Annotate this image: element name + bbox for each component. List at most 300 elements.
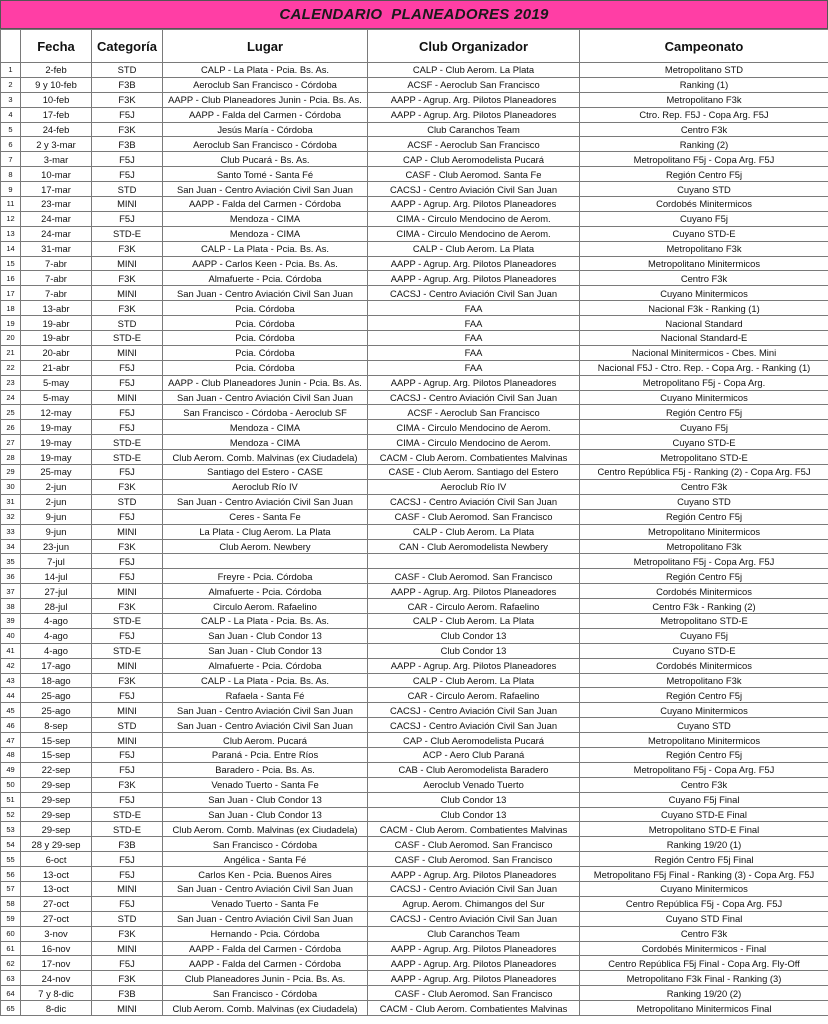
table-row bbox=[1, 211, 828, 226]
club-cell: CACSJ - Centro Aviación Civil San Juan bbox=[368, 390, 580, 405]
fecha-cell: 24-nov bbox=[21, 971, 92, 986]
campeonato-cell: Ranking (1) bbox=[580, 77, 828, 92]
table-row bbox=[1, 569, 828, 584]
row-number: 61 bbox=[1, 941, 21, 956]
header-fecha: Fecha bbox=[21, 30, 92, 63]
row-number: 44 bbox=[1, 688, 21, 703]
table-row bbox=[1, 465, 828, 480]
campeonato-cell: Centro F3k bbox=[580, 777, 828, 792]
lugar-cell: AAPP - Falda del Carmen - Córdoba bbox=[163, 956, 368, 971]
campeonato-cell: Centro República F5j Final - Copa Arg. Fly-Off bbox=[580, 956, 828, 971]
categoria-cell: F5J bbox=[92, 375, 163, 390]
table-row bbox=[1, 197, 828, 212]
categoria-cell: MINI bbox=[92, 286, 163, 301]
categoria-cell: STD-E bbox=[92, 613, 163, 628]
campeonato-cell: Cuyano F5j bbox=[580, 628, 828, 643]
fecha-cell: 5-may bbox=[21, 375, 92, 390]
fecha-cell: 25-may bbox=[21, 465, 92, 480]
lugar-cell: Pcia. Córdoba bbox=[163, 301, 368, 316]
lugar-cell: Almafuerte - Pcia. Córdoba bbox=[163, 658, 368, 673]
club-cell: CAB - Club Aeromodelista Baradero bbox=[368, 762, 580, 777]
campeonato-cell: Cuyano F5j bbox=[580, 420, 828, 435]
club-cell: CACM - Club Aerom. Combatientes Malvinas bbox=[368, 1001, 580, 1016]
club-cell: CASF - Club Aeromod. San Francisco bbox=[368, 569, 580, 584]
campeonato-cell: Metropolitano STD bbox=[580, 63, 828, 78]
fecha-cell: 5-may bbox=[21, 390, 92, 405]
club-cell: CACSJ - Centro Aviación Civil San Juan bbox=[368, 494, 580, 509]
table-row bbox=[1, 762, 828, 777]
campeonato-cell: Metropolitano Minitermicos bbox=[580, 733, 828, 748]
table-row bbox=[1, 301, 828, 316]
club-cell: CAN - Club Aeromodelista Newbery bbox=[368, 539, 580, 554]
campeonato-cell: Región Centro F5j Final bbox=[580, 852, 828, 867]
categoria-cell: MINI bbox=[92, 941, 163, 956]
categoria-cell: F5J bbox=[92, 896, 163, 911]
fecha-cell: 2-feb bbox=[21, 63, 92, 78]
lugar-cell: Aeroclub San Francisco - Córdoba bbox=[163, 137, 368, 152]
categoria-cell: F3B bbox=[92, 137, 163, 152]
categoria-cell: MINI bbox=[92, 390, 163, 405]
table-row bbox=[1, 152, 828, 167]
row-number: 51 bbox=[1, 792, 21, 807]
categoria-cell: F3K bbox=[92, 926, 163, 941]
fecha-cell: 31-mar bbox=[21, 241, 92, 256]
lugar-cell: Pcia. Córdoba bbox=[163, 331, 368, 346]
categoria-cell: F5J bbox=[92, 360, 163, 375]
club-cell: CIMA - Circulo Mendocino de Aerom. bbox=[368, 226, 580, 241]
fecha-cell: 24-mar bbox=[21, 211, 92, 226]
fecha-cell: 7-abr bbox=[21, 271, 92, 286]
campeonato-cell: Nacional F3k - Ranking (1) bbox=[580, 301, 828, 316]
categoria-cell: F3K bbox=[92, 673, 163, 688]
campeonato-cell: Metropolitano STD-E bbox=[580, 450, 828, 465]
club-cell: AAPP - Agrup. Arg. Pilotos Planeadores bbox=[368, 92, 580, 107]
lugar-cell: Pcia. Córdoba bbox=[163, 360, 368, 375]
categoria-cell: F5J bbox=[92, 867, 163, 882]
lugar-cell bbox=[163, 554, 368, 569]
categoria-cell: F3K bbox=[92, 777, 163, 792]
campeonato-cell: Metropolitano F3k Final - Ranking (3) bbox=[580, 971, 828, 986]
campeonato-cell: Cuyano STD-E Final bbox=[580, 807, 828, 822]
club-cell: CAR - Circulo Aerom. Rafaelino bbox=[368, 688, 580, 703]
club-cell: CACSJ - Centro Aviación Civil San Juan bbox=[368, 703, 580, 718]
fecha-cell: 28 y 29-sep bbox=[21, 837, 92, 852]
table-row bbox=[1, 420, 828, 435]
categoria-cell: STD bbox=[92, 911, 163, 926]
row-number: 2 bbox=[1, 77, 21, 92]
table-row bbox=[1, 479, 828, 494]
club-cell: AAPP - Agrup. Arg. Pilotos Planeadores bbox=[368, 956, 580, 971]
club-cell: CACSJ - Centro Aviación Civil San Juan bbox=[368, 718, 580, 733]
campeonato-cell: Centro F3k - Ranking (2) bbox=[580, 599, 828, 614]
table-row bbox=[1, 733, 828, 748]
categoria-cell: F5J bbox=[92, 554, 163, 569]
categoria-cell: F5J bbox=[92, 405, 163, 420]
categoria-cell: F5J bbox=[92, 747, 163, 762]
campeonato-cell: Metropolitano STD-E Final bbox=[580, 822, 828, 837]
fecha-cell: 24-mar bbox=[21, 226, 92, 241]
table-row bbox=[1, 137, 828, 152]
club-cell: CAR - Circulo Aerom. Rafaelino bbox=[368, 599, 580, 614]
campeonato-cell: Ranking 19/20 (1) bbox=[580, 837, 828, 852]
categoria-cell: F5J bbox=[92, 688, 163, 703]
campeonato-cell: Nacional F5J - Ctro. Rep. - Copa Arg. - Ranking (1) bbox=[580, 360, 828, 375]
row-number: 58 bbox=[1, 896, 21, 911]
header-club-organizador: Club Organizador bbox=[368, 30, 580, 63]
lugar-cell: Aeroclub Río IV bbox=[163, 479, 368, 494]
lugar-cell: San Francisco - Córdoba bbox=[163, 986, 368, 1001]
club-cell: AAPP - Agrup. Arg. Pilotos Planeadores bbox=[368, 197, 580, 212]
row-number: 54 bbox=[1, 837, 21, 852]
campeonato-cell: Metropolitano F3k bbox=[580, 673, 828, 688]
row-number: 1 bbox=[1, 63, 21, 78]
categoria-cell: F5J bbox=[92, 569, 163, 584]
club-cell: FAA bbox=[368, 345, 580, 360]
club-cell: CALP - Club Aerom. La Plata bbox=[368, 613, 580, 628]
campeonato-cell: Metropolitano F3k bbox=[580, 539, 828, 554]
lugar-cell: Hernando - Pcia. Córdoba bbox=[163, 926, 368, 941]
club-cell: CAP - Club Aeromodelista Pucará bbox=[368, 152, 580, 167]
table-row bbox=[1, 524, 828, 539]
club-cell: AAPP - Agrup. Arg. Pilotos Planeadores bbox=[368, 256, 580, 271]
table-row bbox=[1, 792, 828, 807]
categoria-cell: STD-E bbox=[92, 643, 163, 658]
row-number: 20 bbox=[1, 331, 21, 346]
club-cell: CASE - Club Aerom. Santiago del Estero bbox=[368, 465, 580, 480]
fecha-cell: 15-sep bbox=[21, 733, 92, 748]
row-number: 41 bbox=[1, 643, 21, 658]
table-row bbox=[1, 986, 828, 1001]
fecha-cell: 17-nov bbox=[21, 956, 92, 971]
fecha-cell: 4-ago bbox=[21, 613, 92, 628]
fecha-cell: 7-abr bbox=[21, 256, 92, 271]
fecha-cell: 4-ago bbox=[21, 628, 92, 643]
campeonato-cell: Centro República F5j - Copa Arg. F5J bbox=[580, 896, 828, 911]
fecha-cell: 3-nov bbox=[21, 926, 92, 941]
table-row bbox=[1, 122, 828, 137]
categoria-cell: F5J bbox=[92, 107, 163, 122]
lugar-cell: Club Aerom. Newbery bbox=[163, 539, 368, 554]
fecha-cell: 10-feb bbox=[21, 92, 92, 107]
row-number: 56 bbox=[1, 867, 21, 882]
fecha-cell: 29-sep bbox=[21, 822, 92, 837]
lugar-cell: Pcia. Córdoba bbox=[163, 316, 368, 331]
categoria-cell: F3K bbox=[92, 271, 163, 286]
campeonato-cell: Cuyano STD bbox=[580, 182, 828, 197]
table-row bbox=[1, 867, 828, 882]
club-cell: CASF - Club Aeromod. San Francisco bbox=[368, 852, 580, 867]
row-number: 36 bbox=[1, 569, 21, 584]
campeonato-cell: Metropolitano Minitermicos Final bbox=[580, 1001, 828, 1016]
club-cell: CACSJ - Centro Aviación Civil San Juan bbox=[368, 881, 580, 896]
categoria-cell: F5J bbox=[92, 420, 163, 435]
row-number: 17 bbox=[1, 286, 21, 301]
row-number: 27 bbox=[1, 435, 21, 450]
club-cell: FAA bbox=[368, 316, 580, 331]
club-cell: CACSJ - Centro Aviación Civil San Juan bbox=[368, 286, 580, 301]
table-row bbox=[1, 941, 828, 956]
categoria-cell: F3K bbox=[92, 122, 163, 137]
club-cell: AAPP - Agrup. Arg. Pilotos Planeadores bbox=[368, 107, 580, 122]
lugar-cell: Angélica - Santa Fé bbox=[163, 852, 368, 867]
categoria-cell: STD-E bbox=[92, 226, 163, 241]
table-row bbox=[1, 345, 828, 360]
lugar-cell: Carlos Ken - Pcia. Buenos Aires bbox=[163, 867, 368, 882]
categoria-cell: F3K bbox=[92, 599, 163, 614]
row-number: 50 bbox=[1, 777, 21, 792]
table-row bbox=[1, 911, 828, 926]
categoria-cell: MINI bbox=[92, 345, 163, 360]
categoria-cell: F5J bbox=[92, 509, 163, 524]
fecha-cell: 13-oct bbox=[21, 867, 92, 882]
club-cell: CASF - Club Aeromod. San Francisco bbox=[368, 509, 580, 524]
table-row bbox=[1, 286, 828, 301]
table-row bbox=[1, 435, 828, 450]
campeonato-cell: Nacional Standard bbox=[580, 316, 828, 331]
row-number: 19 bbox=[1, 316, 21, 331]
lugar-cell: Jesús María - Córdoba bbox=[163, 122, 368, 137]
fecha-cell: 7-jul bbox=[21, 554, 92, 569]
categoria-cell: MINI bbox=[92, 524, 163, 539]
table-row bbox=[1, 852, 828, 867]
table-row bbox=[1, 405, 828, 420]
lugar-cell: AAPP - Falda del Carmen - Córdoba bbox=[163, 107, 368, 122]
campeonato-cell: Cuyano Minitermicos bbox=[580, 881, 828, 896]
club-cell: AAPP - Agrup. Arg. Pilotos Planeadores bbox=[368, 271, 580, 286]
row-number: 7 bbox=[1, 152, 21, 167]
row-number: 22 bbox=[1, 360, 21, 375]
table-row bbox=[1, 837, 828, 852]
table-row bbox=[1, 1001, 828, 1016]
lugar-cell: Mendoza - CIMA bbox=[163, 435, 368, 450]
fecha-cell: 2-jun bbox=[21, 494, 92, 509]
campeonato-cell: Centro F3k bbox=[580, 122, 828, 137]
row-number: 9 bbox=[1, 182, 21, 197]
fecha-cell: 17-feb bbox=[21, 107, 92, 122]
lugar-cell: Almafuerte - Pcia. Córdoba bbox=[163, 584, 368, 599]
categoria-cell: STD-E bbox=[92, 435, 163, 450]
calendar-title: CALENDARIO PLANEADORES 2019 bbox=[0, 0, 828, 29]
row-number: 6 bbox=[1, 137, 21, 152]
categoria-cell: STD-E bbox=[92, 450, 163, 465]
header-row bbox=[1, 30, 828, 63]
categoria-cell: STD bbox=[92, 718, 163, 733]
lugar-cell: Venado Tuerto - Santa Fe bbox=[163, 896, 368, 911]
lugar-cell: Club Aerom. Comb. Malvinas (ex Ciudadela) bbox=[163, 1001, 368, 1016]
campeonato-cell: Metropolitano F5j Final - Ranking (3) - Copa Arg. F5J bbox=[580, 867, 828, 882]
row-number: 62 bbox=[1, 956, 21, 971]
categoria-cell: F3K bbox=[92, 539, 163, 554]
campeonato-cell: Metropolitano F5j - Copa Arg. bbox=[580, 375, 828, 390]
row-number: 52 bbox=[1, 807, 21, 822]
row-number: 37 bbox=[1, 584, 21, 599]
lugar-cell: San Juan - Centro Aviación Civil San Juan bbox=[163, 390, 368, 405]
lugar-cell: Pcia. Córdoba bbox=[163, 345, 368, 360]
club-cell: CACSJ - Centro Aviación Civil San Juan bbox=[368, 182, 580, 197]
row-number: 53 bbox=[1, 822, 21, 837]
table-row bbox=[1, 107, 828, 122]
fecha-cell: 23-mar bbox=[21, 197, 92, 212]
row-number: 3 bbox=[1, 92, 21, 107]
row-number: 43 bbox=[1, 673, 21, 688]
row-number: 25 bbox=[1, 405, 21, 420]
categoria-cell: MINI bbox=[92, 658, 163, 673]
club-cell: ACSF - Aeroclub San Francisco bbox=[368, 405, 580, 420]
club-cell: AAPP - Agrup. Arg. Pilotos Planeadores bbox=[368, 375, 580, 390]
header-campeonato: Campeonato bbox=[580, 30, 828, 63]
fecha-cell: 28-jul bbox=[21, 599, 92, 614]
table-row bbox=[1, 971, 828, 986]
campeonato-cell: Región Centro F5j bbox=[580, 747, 828, 762]
fecha-cell: 27-jul bbox=[21, 584, 92, 599]
categoria-cell: F5J bbox=[92, 152, 163, 167]
club-cell: Aeroclub Venado Tuerto bbox=[368, 777, 580, 792]
row-number: 32 bbox=[1, 509, 21, 524]
lugar-cell: Venado Tuerto - Santa Fe bbox=[163, 777, 368, 792]
row-number: 47 bbox=[1, 733, 21, 748]
table-row bbox=[1, 450, 828, 465]
table-row bbox=[1, 599, 828, 614]
table-row bbox=[1, 390, 828, 405]
fecha-cell: 27-oct bbox=[21, 896, 92, 911]
lugar-cell: San Juan - Club Condor 13 bbox=[163, 643, 368, 658]
row-number: 48 bbox=[1, 747, 21, 762]
lugar-cell: CALP - La Plata - Pcia. Bs. As. bbox=[163, 613, 368, 628]
row-number: 49 bbox=[1, 762, 21, 777]
table-row bbox=[1, 718, 828, 733]
lugar-cell: AAPP - Club Planeadores Junin - Pcia. Bs. As. bbox=[163, 92, 368, 107]
lugar-cell: Club Aerom. Comb. Malvinas (ex Ciudadela) bbox=[163, 450, 368, 465]
club-cell: Agrup. Aerom. Chimangos del Sur bbox=[368, 896, 580, 911]
club-cell: Club Condor 13 bbox=[368, 792, 580, 807]
lugar-cell: San Juan - Club Condor 13 bbox=[163, 807, 368, 822]
lugar-cell: Mendoza - CIMA bbox=[163, 211, 368, 226]
table-row bbox=[1, 926, 828, 941]
lugar-cell: Rafaela - Santa Fé bbox=[163, 688, 368, 703]
campeonato-cell: Centro F3k bbox=[580, 271, 828, 286]
header-index bbox=[1, 30, 21, 63]
categoria-cell: F3K bbox=[92, 479, 163, 494]
club-cell: CIMA - Circulo Mendocino de Aerom. bbox=[368, 435, 580, 450]
lugar-cell: Baradero - Pcia. Bs. As. bbox=[163, 762, 368, 777]
row-number: 65 bbox=[1, 1001, 21, 1016]
row-number: 64 bbox=[1, 986, 21, 1001]
club-cell: CACM - Club Aerom. Combatientes Malvinas bbox=[368, 822, 580, 837]
campeonato-cell: Ranking 19/20 (2) bbox=[580, 986, 828, 1001]
campeonato-cell: Cordobés Minitermicos bbox=[580, 584, 828, 599]
categoria-cell: F5J bbox=[92, 762, 163, 777]
club-cell: CASF - Club Aeromod. San Francisco bbox=[368, 986, 580, 1001]
header-categoria: Categoría bbox=[92, 30, 163, 63]
campeonato-cell: Región Centro F5j bbox=[580, 688, 828, 703]
categoria-cell: F5J bbox=[92, 852, 163, 867]
table-row bbox=[1, 658, 828, 673]
categoria-cell: F3K bbox=[92, 301, 163, 316]
row-number: 14 bbox=[1, 241, 21, 256]
fecha-cell: 15-sep bbox=[21, 747, 92, 762]
campeonato-cell: Ctro. Rep. F5J - Copa Arg. F5J bbox=[580, 107, 828, 122]
fecha-cell: 4-ago bbox=[21, 643, 92, 658]
lugar-cell: San Juan - Centro Aviación Civil San Juan bbox=[163, 703, 368, 718]
campeonato-cell: Cuyano STD-E bbox=[580, 643, 828, 658]
lugar-cell: Club Aerom. Pucará bbox=[163, 733, 368, 748]
row-number: 26 bbox=[1, 420, 21, 435]
lugar-cell: AAPP - Club Planeadores Junin - Pcia. Bs. As. bbox=[163, 375, 368, 390]
club-cell: AAPP - Agrup. Arg. Pilotos Planeadores bbox=[368, 867, 580, 882]
fecha-cell: 2 y 3-mar bbox=[21, 137, 92, 152]
campeonato-cell: Metropolitano F5j - Copa Arg. F5J bbox=[580, 762, 828, 777]
row-number: 45 bbox=[1, 703, 21, 718]
table-row bbox=[1, 643, 828, 658]
categoria-cell: STD bbox=[92, 182, 163, 197]
row-number: 63 bbox=[1, 971, 21, 986]
fecha-cell: 12-may bbox=[21, 405, 92, 420]
categoria-cell: MINI bbox=[92, 256, 163, 271]
fecha-cell: 8-sep bbox=[21, 718, 92, 733]
row-number: 28 bbox=[1, 450, 21, 465]
categoria-cell: STD-E bbox=[92, 822, 163, 837]
table-row bbox=[1, 956, 828, 971]
categoria-cell: MINI bbox=[92, 703, 163, 718]
row-number: 40 bbox=[1, 628, 21, 643]
club-cell: CASF - Club Aeromod. Santa Fe bbox=[368, 167, 580, 182]
campeonato-cell: Metropolitano F5j - Copa Arg. F5J bbox=[580, 554, 828, 569]
table-row bbox=[1, 673, 828, 688]
lugar-cell: San Juan - Centro Aviación Civil San Juan bbox=[163, 182, 368, 197]
categoria-cell: F5J bbox=[92, 956, 163, 971]
row-number: 39 bbox=[1, 613, 21, 628]
lugar-cell: Ceres - Santa Fe bbox=[163, 509, 368, 524]
table-row bbox=[1, 63, 828, 78]
lugar-cell: Club Planeadores Junin - Pcia. Bs. As. bbox=[163, 971, 368, 986]
fecha-cell: 14-jul bbox=[21, 569, 92, 584]
lugar-cell: AAPP - Falda del Carmen - Córdoba bbox=[163, 197, 368, 212]
club-cell: CAP - Club Aeromodelista Pucará bbox=[368, 733, 580, 748]
fecha-cell: 19-abr bbox=[21, 316, 92, 331]
table-row bbox=[1, 896, 828, 911]
fecha-cell: 19-may bbox=[21, 420, 92, 435]
campeonato-cell: Cordobés Minitermicos bbox=[580, 197, 828, 212]
fecha-cell: 29-sep bbox=[21, 777, 92, 792]
lugar-cell: San Juan - Centro Aviación Civil San Juan bbox=[163, 494, 368, 509]
club-cell: FAA bbox=[368, 360, 580, 375]
table-row bbox=[1, 77, 828, 92]
lugar-cell: San Francisco - Córdoba - Aeroclub SF bbox=[163, 405, 368, 420]
lugar-cell: CALP - La Plata - Pcia. Bs. As. bbox=[163, 63, 368, 78]
campeonato-cell: Metropolitano Minitermicos bbox=[580, 256, 828, 271]
campeonato-cell: Nacional Standard-E bbox=[580, 331, 828, 346]
row-number: 11 bbox=[1, 197, 21, 212]
fecha-cell: 18-ago bbox=[21, 673, 92, 688]
fecha-cell: 6-oct bbox=[21, 852, 92, 867]
lugar-cell: Club Aerom. Comb. Malvinas (ex Ciudadela) bbox=[163, 822, 368, 837]
categoria-cell: STD-E bbox=[92, 807, 163, 822]
club-cell: Club Condor 13 bbox=[368, 628, 580, 643]
header-lugar: Lugar bbox=[163, 30, 368, 63]
categoria-cell: F3B bbox=[92, 837, 163, 852]
club-cell: Club Condor 13 bbox=[368, 643, 580, 658]
fecha-cell: 19-may bbox=[21, 450, 92, 465]
fecha-cell: 27-oct bbox=[21, 911, 92, 926]
categoria-cell: STD bbox=[92, 63, 163, 78]
campeonato-cell: Cuyano STD-E bbox=[580, 226, 828, 241]
campeonato-cell: Centro República F5j - Ranking (2) - Copa Arg. F5J bbox=[580, 465, 828, 480]
table-row bbox=[1, 182, 828, 197]
fecha-cell: 25-ago bbox=[21, 688, 92, 703]
row-number: 24 bbox=[1, 390, 21, 405]
table-row bbox=[1, 375, 828, 390]
campeonato-cell: Región Centro F5j bbox=[580, 569, 828, 584]
